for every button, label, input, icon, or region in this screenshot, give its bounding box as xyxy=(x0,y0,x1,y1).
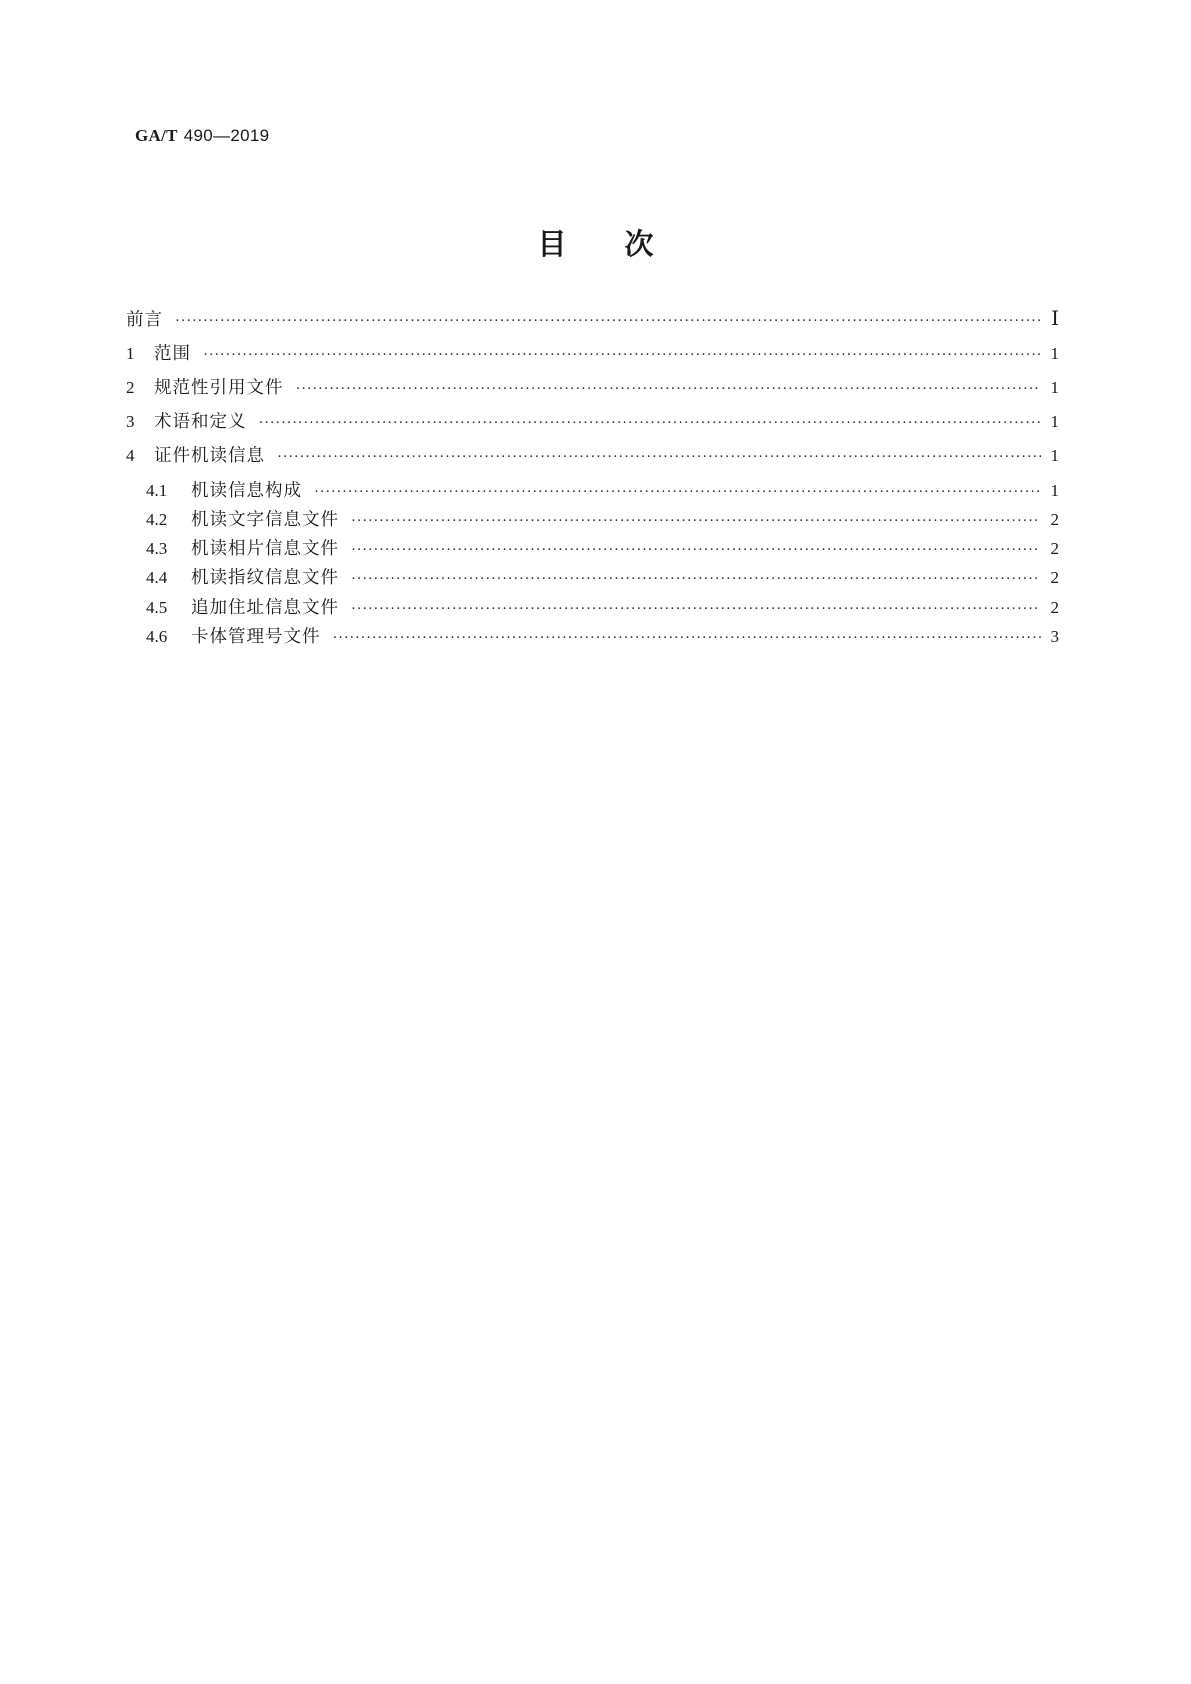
toc-entry-page: 2 xyxy=(1050,510,1059,529)
toc-entry-page: Ⅰ xyxy=(1051,308,1059,330)
toc-entry-page: 2 xyxy=(1050,539,1059,558)
toc-entry-terms-definitions[interactable] xyxy=(126,408,1059,433)
toc-entry-page: 1 xyxy=(1050,446,1059,465)
toc-entry-number: 4.2 xyxy=(146,510,168,529)
toc-entry-number: 4 xyxy=(126,446,135,465)
toc-entry-4-3[interactable] xyxy=(146,535,1059,560)
toc-entry-label xyxy=(126,306,163,331)
toc-entry-title: 机读信息构成 xyxy=(191,481,302,501)
toc-entry-page: 1 xyxy=(1050,412,1059,431)
toc-entry-title: 追加住址信息文件 xyxy=(191,598,339,618)
toc-entry-number: 3 xyxy=(126,412,135,431)
toc-entry-4-1[interactable] xyxy=(146,477,1059,502)
document-code xyxy=(135,126,269,146)
toc-entry-title: 机读文字信息文件 xyxy=(191,510,339,530)
toc-dot-leader xyxy=(351,513,1041,530)
toc-entry-label xyxy=(146,506,339,531)
toc-entry-title: 规范性引用文件 xyxy=(154,378,284,398)
toc-entry-title: 卡体管理号文件 xyxy=(191,627,321,647)
toc-entry-scope[interactable] xyxy=(126,340,1059,365)
toc-dot-leader xyxy=(351,542,1041,559)
toc-entry-label xyxy=(146,594,339,619)
toc-entry-title: 机读相片信息文件 xyxy=(191,539,339,559)
toc-entry-label xyxy=(126,408,247,433)
toc-dot-leader xyxy=(259,415,1042,432)
toc-dot-leader xyxy=(277,449,1041,466)
toc-entry-machine-readable-info[interactable] xyxy=(126,442,1059,467)
toc-dot-leader xyxy=(351,571,1041,588)
toc-entry-4-5[interactable] xyxy=(146,594,1059,619)
toc-entry-label xyxy=(146,477,302,502)
toc-entry-label xyxy=(146,564,339,589)
toc-entry-title: 证件机读信息 xyxy=(154,446,265,466)
toc-entry-title: 范围 xyxy=(154,344,191,364)
toc-entry-number: 1 xyxy=(126,344,135,363)
toc-entry-number: 4.5 xyxy=(146,598,168,617)
toc-entry-title: 术语和定义 xyxy=(154,412,247,432)
toc-entry-label xyxy=(126,340,191,365)
toc-dot-leader xyxy=(296,381,1042,398)
toc-dot-leader xyxy=(203,347,1041,364)
toc-title: 目次 xyxy=(537,227,712,261)
toc-entry-foreword[interactable] xyxy=(126,306,1059,331)
toc-entry-4-4[interactable] xyxy=(146,564,1059,589)
toc-entry-page: 3 xyxy=(1050,627,1059,646)
toc-dot-leader xyxy=(333,630,1042,647)
toc-entry-number: 2 xyxy=(126,378,135,397)
toc-entry-title: 机读指纹信息文件 xyxy=(191,568,339,588)
toc-entry-number: 4.4 xyxy=(146,568,168,587)
toc-entry-number: 4.1 xyxy=(146,481,168,500)
toc-entry-number: 4.3 xyxy=(146,539,168,558)
document-code-prefix: GA/T xyxy=(135,126,178,145)
toc-entry-page: 1 xyxy=(1050,344,1059,363)
toc-dot-leader xyxy=(314,484,1041,501)
document-code-number: 490—2019 xyxy=(183,126,270,145)
toc-entry-page: 1 xyxy=(1050,378,1059,397)
toc-entry-4-6[interactable] xyxy=(146,623,1059,648)
toc-entry-page: 2 xyxy=(1050,568,1059,587)
toc-entry-label xyxy=(126,374,284,399)
toc-entry-page: 1 xyxy=(1050,481,1059,500)
toc-entry-page: 2 xyxy=(1050,598,1059,617)
toc-entry-label xyxy=(146,535,339,560)
toc-entry-label xyxy=(146,623,321,648)
toc-entry-number: 4.6 xyxy=(146,627,168,646)
toc-entry-label xyxy=(126,442,265,467)
toc-entry-4-2[interactable] xyxy=(146,506,1059,531)
toc-dot-leader xyxy=(175,313,1041,330)
toc-entry-normative-references[interactable] xyxy=(126,374,1059,399)
toc-dot-leader xyxy=(351,601,1041,618)
toc-entry-title: 前言 xyxy=(126,310,163,330)
